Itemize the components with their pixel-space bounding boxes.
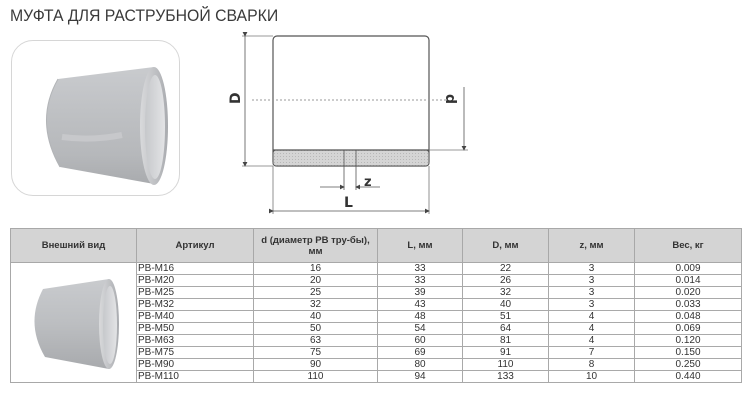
dimension-label-L: L <box>344 195 353 211</box>
cell-D: 81 <box>463 335 549 347</box>
header-z: z, мм <box>549 229 635 263</box>
header-outer-diameter: D, мм <box>463 229 549 263</box>
cell-D: 64 <box>463 323 549 335</box>
cell-d: 40 <box>254 311 378 323</box>
cell-D: 110 <box>463 359 549 371</box>
dimension-label-D: D <box>228 92 244 104</box>
header-length: L, мм <box>378 229 463 263</box>
pipe-coupling-icon <box>27 271 122 376</box>
cell-article: PB-M110 <box>137 371 254 383</box>
cell-article: PB-M16 <box>137 263 254 275</box>
cell-z: 4 <box>549 323 635 335</box>
cell-L: 48 <box>378 311 463 323</box>
cell-z: 10 <box>549 371 635 383</box>
cell-L: 33 <box>378 263 463 275</box>
cell-z: 8 <box>549 359 635 371</box>
cell-d: 90 <box>254 359 378 371</box>
cell-L: 69 <box>378 347 463 359</box>
cell-L: 80 <box>378 359 463 371</box>
dimension-label-z: z <box>364 175 372 190</box>
specification-table <box>10 228 742 383</box>
page-title: МУФТА ДЛЯ РАСТРУБНОЙ СВАРКИ <box>10 6 279 25</box>
table-header-row <box>11 229 742 263</box>
cell-article: PB-M25 <box>137 287 254 299</box>
cell-weight: 0.150 <box>635 347 742 359</box>
cell-d: 63 <box>254 335 378 347</box>
header-weight: Вес, кг <box>635 229 742 263</box>
dimension-label-d: d <box>442 94 458 105</box>
header-appearance: Внешний вид <box>11 229 137 263</box>
cell-D: 32 <box>463 287 549 299</box>
cell-weight: 0.014 <box>635 275 742 287</box>
cell-weight: 0.009 <box>635 263 742 275</box>
cell-weight: 0.033 <box>635 299 742 311</box>
coupling-wall-section <box>273 150 429 166</box>
cell-L: 33 <box>378 275 463 287</box>
cell-D: 26 <box>463 275 549 287</box>
table-row <box>11 263 742 275</box>
cell-z: 3 <box>549 299 635 311</box>
cell-d: 32 <box>254 299 378 311</box>
coupling-outline <box>273 36 429 166</box>
cell-d: 20 <box>254 275 378 287</box>
technical-drawing <box>220 30 480 220</box>
cell-article: PB-M75 <box>137 347 254 359</box>
cell-article: PB-M20 <box>137 275 254 287</box>
cell-D: 22 <box>463 263 549 275</box>
header-pipe-diameter: d (диаметр PB тру-бы), мм <box>254 229 378 263</box>
cell-article: PB-M90 <box>137 359 254 371</box>
cell-L: 94 <box>378 371 463 383</box>
cell-L: 60 <box>378 335 463 347</box>
cell-article: PB-M50 <box>137 323 254 335</box>
cell-L: 43 <box>378 299 463 311</box>
cell-z: 4 <box>549 335 635 347</box>
cell-z: 7 <box>549 347 635 359</box>
cell-z: 3 <box>549 275 635 287</box>
cell-D: 91 <box>463 347 549 359</box>
header-article: Артикул <box>137 229 254 263</box>
cell-weight: 0.250 <box>635 359 742 371</box>
cell-weight: 0.020 <box>635 287 742 299</box>
cell-D: 40 <box>463 299 549 311</box>
appearance-cell <box>11 263 137 383</box>
cell-d: 50 <box>254 323 378 335</box>
cell-weight: 0.048 <box>635 311 742 323</box>
cell-d: 110 <box>254 371 378 383</box>
cell-z: 4 <box>549 311 635 323</box>
cell-z: 3 <box>549 263 635 275</box>
cell-weight: 0.440 <box>635 371 742 383</box>
cell-weight: 0.069 <box>635 323 742 335</box>
cell-weight: 0.120 <box>635 335 742 347</box>
cell-article: PB-M63 <box>137 335 254 347</box>
cell-z: 3 <box>549 287 635 299</box>
cell-D: 51 <box>463 311 549 323</box>
cell-D: 133 <box>463 371 549 383</box>
cell-L: 39 <box>378 287 463 299</box>
cell-L: 54 <box>378 323 463 335</box>
cell-d: 75 <box>254 347 378 359</box>
cell-article: PB-M40 <box>137 311 254 323</box>
cell-article: PB-M32 <box>137 299 254 311</box>
cell-d: 16 <box>254 263 378 275</box>
product-photo-card <box>11 40 180 196</box>
pipe-coupling-icon <box>12 41 181 197</box>
cell-d: 25 <box>254 287 378 299</box>
